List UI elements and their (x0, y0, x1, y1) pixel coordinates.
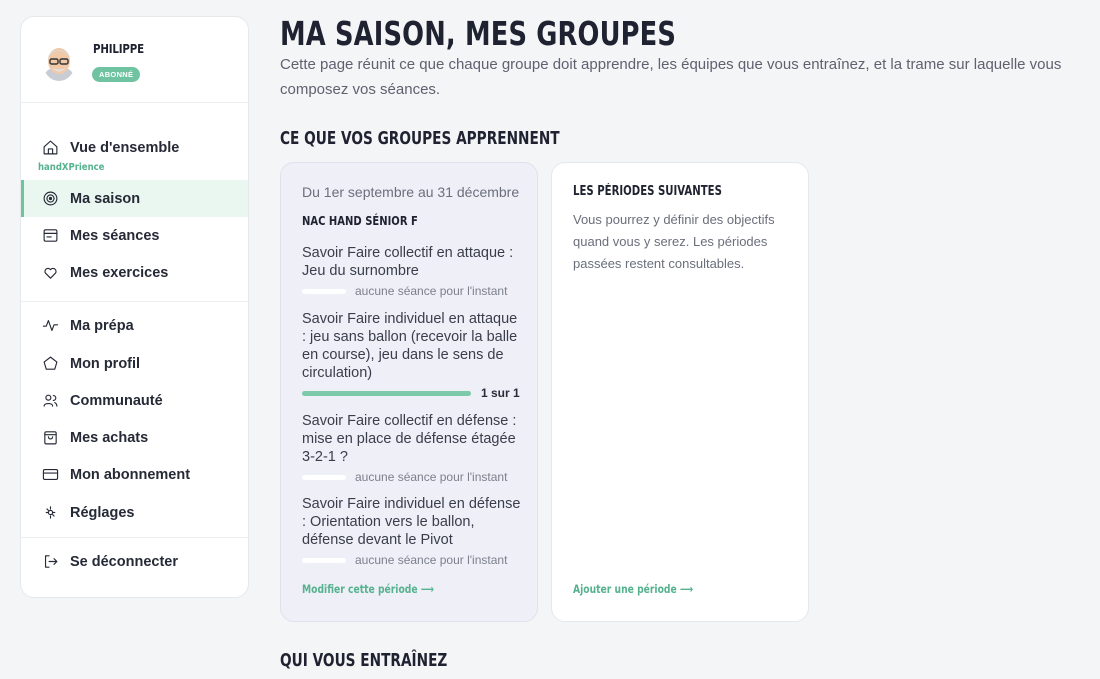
pentagon-icon (41, 355, 59, 373)
profile-block[interactable] (21, 17, 248, 103)
home-icon (41, 139, 59, 157)
nav-mes-exercices[interactable] (21, 254, 249, 291)
sidebar (20, 16, 249, 598)
nav-ma-saison[interactable] (21, 180, 249, 217)
section-title-teams: QUI VOUS ENTRAÎNEZ (280, 650, 448, 671)
user-name: PHILIPPE (93, 41, 144, 56)
subscription-badge: ABONNÉ (92, 67, 140, 82)
avatar[interactable] (43, 45, 75, 81)
nav-ma-prepa[interactable] (21, 307, 249, 344)
objective-title: Savoir Faire collectif en attaque : Jeu du surnombre (302, 245, 514, 279)
objective-item (302, 310, 522, 400)
nav-overview[interactable] (21, 129, 249, 166)
current-period-card (280, 162, 538, 622)
objective-item (302, 244, 522, 298)
objective-status: 1 sur 1 (481, 386, 520, 400)
objective-progress-bar (302, 558, 346, 563)
nav-label: Se déconnecter (70, 553, 178, 570)
nav-label: Mon profil (70, 355, 141, 372)
next-periods-text: Vous pourrez y définir des objectifs quand vous y serez. Les périodes passées restent consultables. (573, 212, 775, 271)
section-label: handXPrience (38, 162, 105, 173)
nav-mes-achats[interactable] (21, 419, 249, 456)
page-title: MA SAISON, MES GROUPES (280, 14, 677, 53)
settings-icon (41, 504, 59, 522)
credit-card-icon (41, 466, 59, 484)
objective-title: Savoir Faire individuel en attaque : jeu sans ballon (recevoir la balle en course), jeu dans le sens de circulation) (302, 311, 518, 381)
period-dates: Du 1er septembre au 31 décembre (302, 184, 520, 200)
target-icon (41, 190, 59, 208)
nav-label: Mes achats (70, 429, 149, 446)
nav-label: Mes séances (70, 227, 160, 244)
nav-label: Communauté (70, 392, 163, 409)
section-title-learning: CE QUE VOS GROUPES APPRENNENT (280, 128, 560, 149)
divider (21, 537, 249, 538)
add-period-link[interactable]: Ajouter une période ⟶ (573, 582, 694, 596)
objective-item (302, 495, 522, 567)
activity-icon (41, 317, 59, 335)
objective-status: aucune séance pour l'instant (355, 284, 508, 298)
nav-label: Ma prépa (70, 317, 134, 334)
objective-progress-bar (302, 289, 346, 294)
users-icon (41, 392, 59, 410)
nav-label: Mes exercices (70, 264, 169, 281)
page-description: Cette page réunit ce que chaque groupe doit apprendre, les équipes que vous entraînez, et la trame sur laquelle vous composez vos séances. (280, 56, 1062, 98)
objective-title: Savoir Faire individuel en défense : Orientation vers le ballon, défense devant le Pivot (302, 496, 521, 548)
objective-status: aucune séance pour l'instant (355, 470, 508, 484)
group-name: NAC HAND SÉNIOR F (302, 213, 418, 228)
nav-logout[interactable] (21, 543, 249, 580)
nav-label: Mon abonnement (70, 466, 191, 483)
heart-icon (41, 264, 59, 282)
logout-icon (41, 553, 59, 571)
nav-label: Vue d'ensemble (70, 139, 180, 156)
nav-communaute[interactable] (21, 382, 249, 419)
nav-label: Ma saison (70, 190, 141, 207)
edit-period-link[interactable]: Modifier cette période ⟶ (302, 582, 434, 596)
nav-reglages[interactable] (21, 494, 249, 531)
next-periods-card (551, 162, 809, 622)
nav-mon-profil[interactable] (21, 345, 249, 382)
nav-mon-abonnement[interactable] (21, 456, 249, 493)
objective-item (302, 412, 522, 484)
objective-progress-bar (302, 391, 471, 396)
nav-label: Réglages (70, 504, 135, 521)
shopping-bag-icon (41, 429, 59, 447)
next-periods-title: LES PÉRIODES SUIVANTES (573, 184, 722, 199)
nav-mes-seances[interactable] (21, 217, 249, 254)
objective-progress-bar (302, 475, 346, 480)
objective-title: Savoir Faire collectif en défense : mise en place de défense étagée 3-2-1 ? (302, 413, 517, 465)
objective-status: aucune séance pour l'instant (355, 553, 508, 567)
calendar-card-icon (41, 227, 59, 245)
divider (21, 301, 249, 302)
